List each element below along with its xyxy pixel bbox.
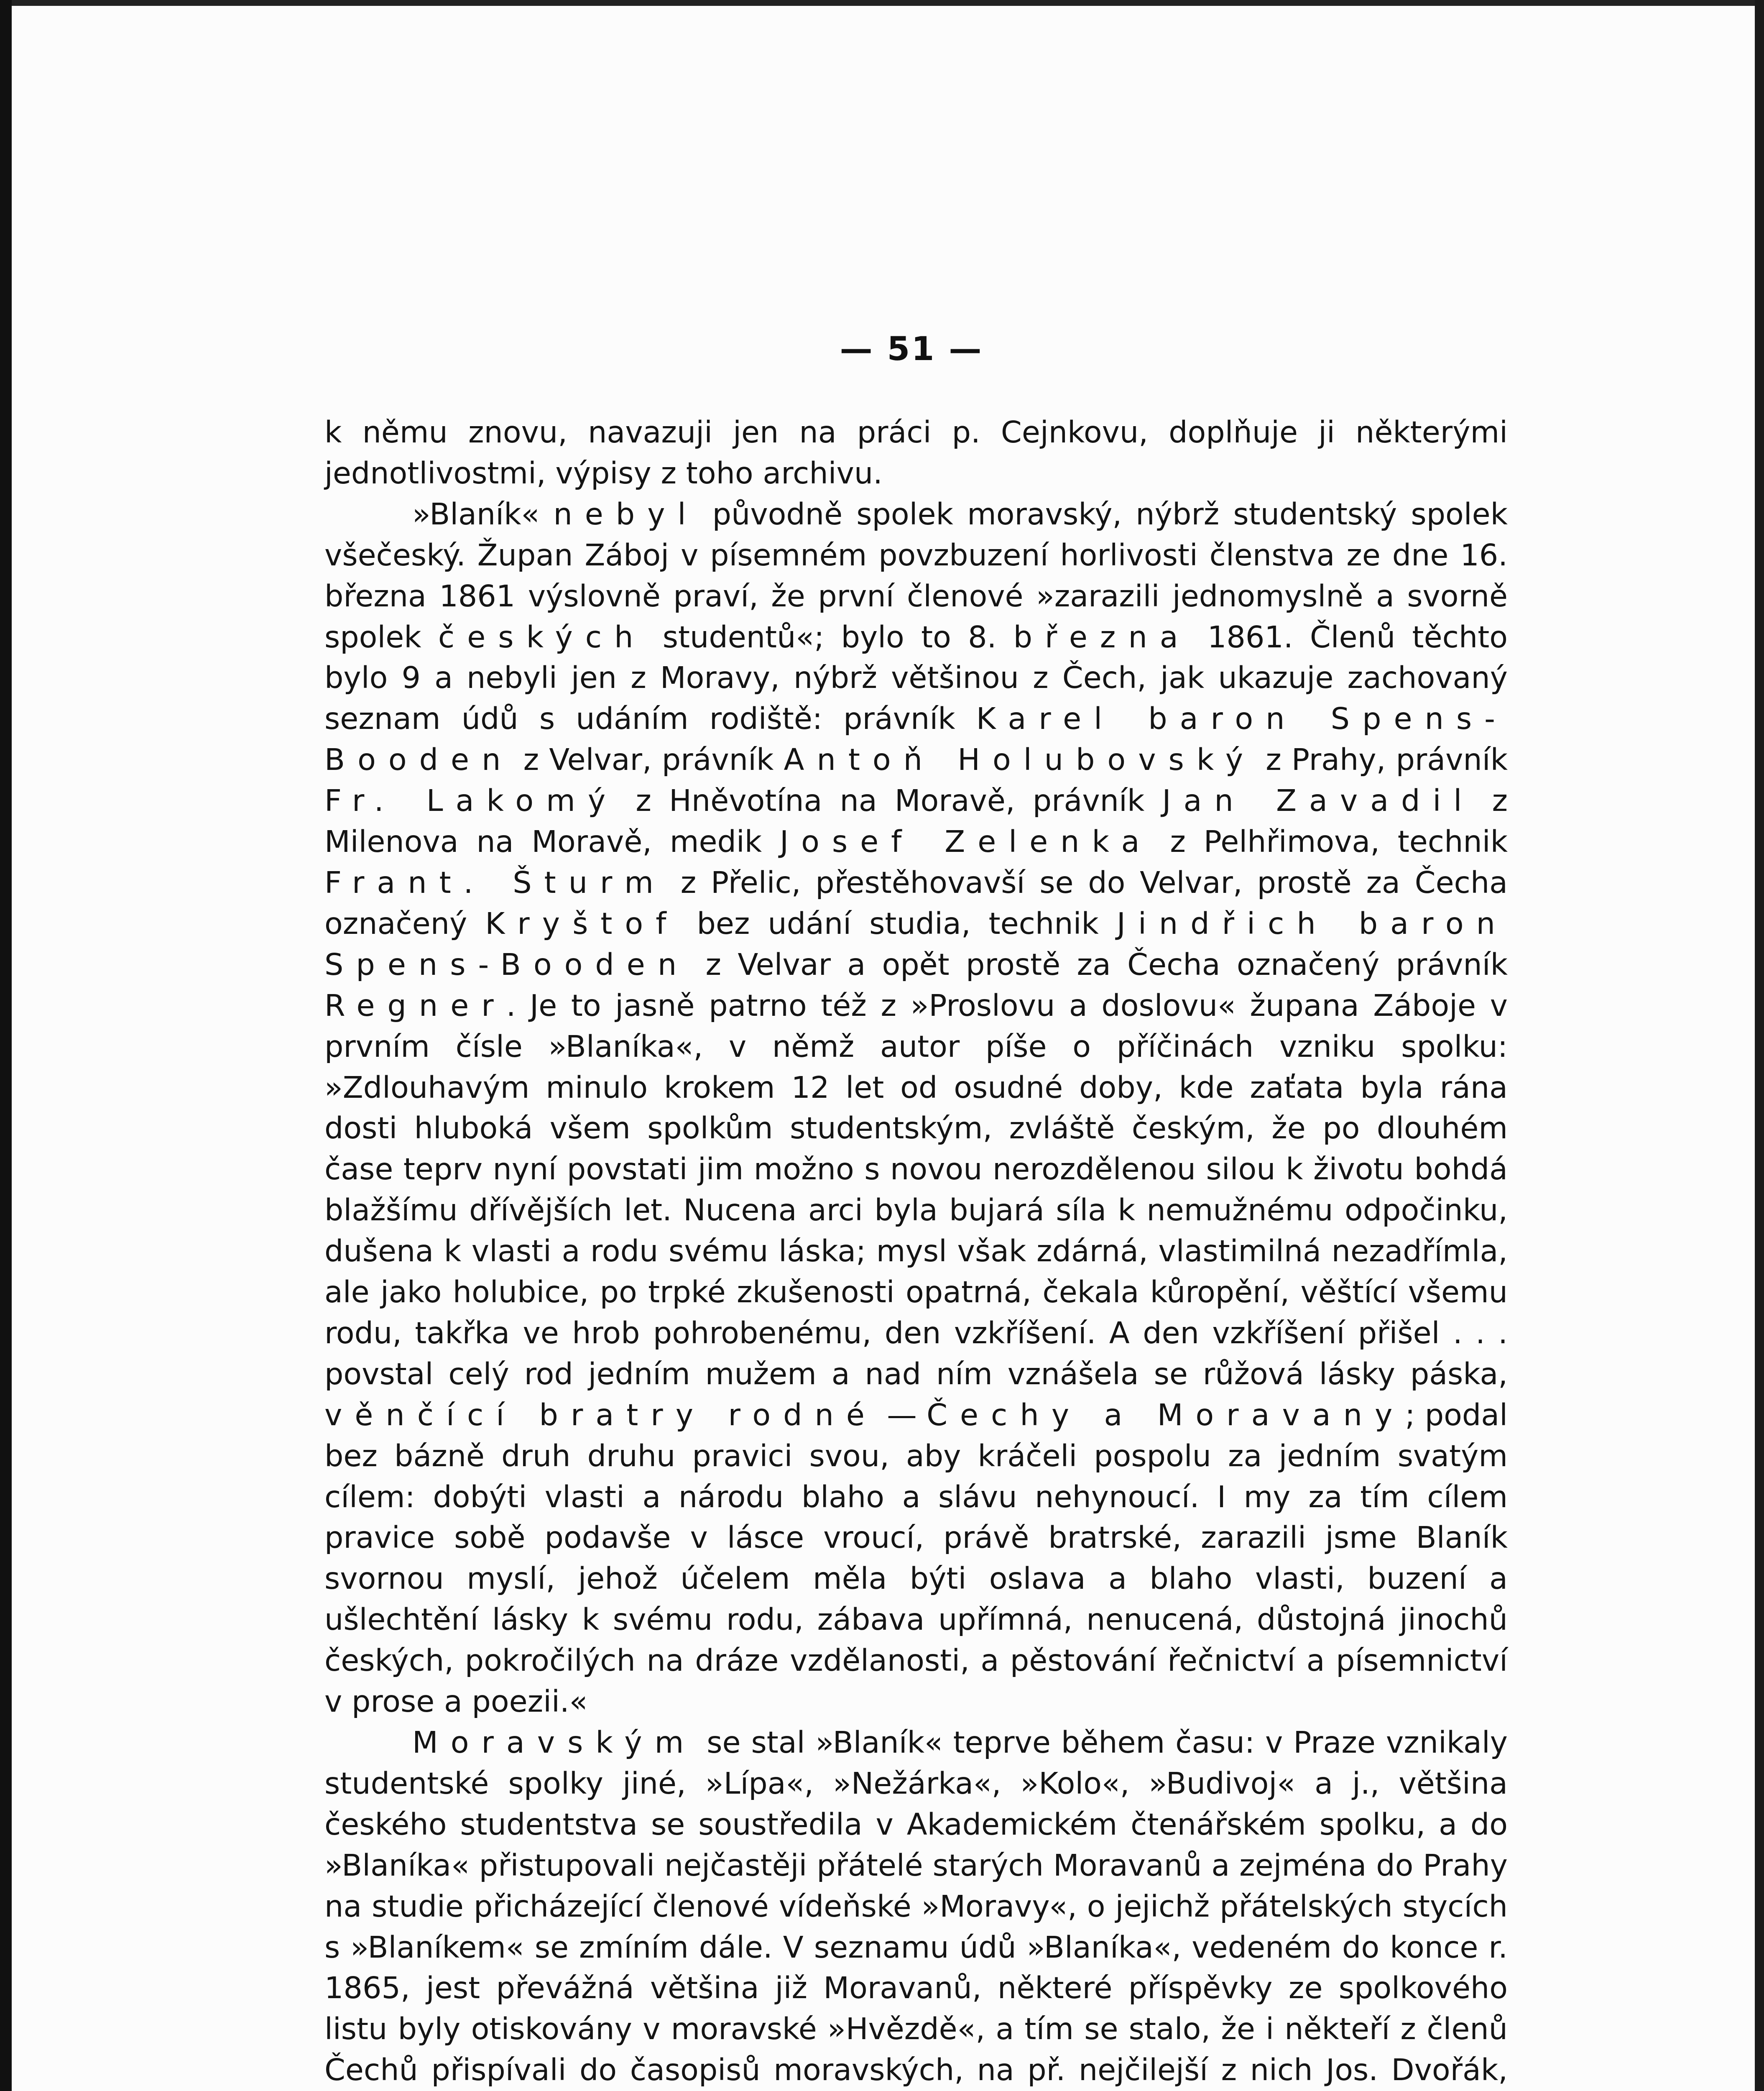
text-run: k němu znovu, navazuji jen na práci p. Cejnkovu, doplňuje ji některými jednotlivostmi, výpisy z toho archivu. xyxy=(324,415,1508,491)
emphasized-text: Fr. Lakomý xyxy=(324,783,618,818)
text-run: bez udání studia, technik xyxy=(679,906,1117,941)
text-run: ; podal bez bázně druh druhu pravici svou, aby kráčeli pospolu za jedním svatým cílem: dobýti vlasti a národu blaho a slávu nehynoucí. I my za tím cílem pravice sobě podavše v lásce vroucí, právě bratrské, zarazili jsme Blaník svornou myslí, jehož účelem měla býti oslava a blaho vlasti, buzení a ušlechtění lásky k svému rodu, zábava upřímná, nenucená, důstojná jinochů českých, pokročilých na dráze vzdělanosti, a pěstování řečnictví a písemnictví v prose a poezii.« xyxy=(324,1397,1508,1719)
emphasized-text: Karel baron Spens-Booden xyxy=(324,701,1508,777)
text-run: . Je to jasně patrno též z »Proslovu a doslovu« župana Záboje v prvním čísle »Blaníka«, v němž autor píše o příčinách vzniku spolku: »Zdlouhavým minulo krokem 12 let od osudné doby, kde zaťata byla rána dosti hluboká všem spolkům studentským, zvláště českým, že po dlouhém čase teprv nyní povstati jim možno s novou nerozdělenou silou k životu bohdá blažšímu dřívějších let. Nucena arci byla bujará síla k nemužnému odpočinku, dušena k vlasti a rodu svému láska; mysl však zdárná, vlastimilná nezadřímla, ale jako holubice, po trpké zkušenosti opatrná, čekala kůropění, věštící všemu rodu, takřka ve hrob pohrobenému, den vzkříšení. A den vzkříšení přišel . . . povstal celý rod jedním mužem a nad ním vznášela se růžová lásky páska, xyxy=(324,988,1508,1391)
emphasized-text: českých xyxy=(438,619,646,654)
text-run: z Velvar, právník xyxy=(513,742,784,777)
emphasized-text: Čechy a Moravany xyxy=(927,1397,1405,1432)
page-number: — 51 — xyxy=(840,330,983,368)
paragraph-p3 xyxy=(324,1722,1508,2091)
emphasized-text: Antoň Holubovský xyxy=(784,742,1256,777)
scan-border-left xyxy=(0,0,12,2091)
text-run: »Blaník« xyxy=(412,496,554,532)
emphasized-text: nebyl xyxy=(553,496,699,532)
emphasized-text: věnčící bratry rodné xyxy=(324,1397,877,1432)
scan-border-top xyxy=(0,0,1764,6)
text-run: z Pelhřimova, technik xyxy=(1152,824,1508,859)
emphasized-text: Josef Zelenka xyxy=(779,824,1152,859)
text-run: původně spolek moravský, nýbrž studentský spolek všečeský. Župan Záboj v písemném povzbuzení horlivosti členstva ze dne 16. března 1861 výslovně praví, že první členové »zarazili jednomyslně a svorně spolek xyxy=(324,496,1508,654)
emphasized-text: Moravským xyxy=(412,1725,697,1760)
emphasized-text: Frant. Šturm xyxy=(324,865,666,900)
text-run: z Prahy, právník xyxy=(1256,742,1508,777)
text-run: z Hněvotína na Moravě, právník xyxy=(618,783,1162,818)
text-run: 1861. Členů těchto bylo 9 a nebyli jen z Moravy, nýbrž většinou z Čech, jak ukazuje zachovaný seznam údů s udáním rodiště: právník xyxy=(324,619,1508,736)
text-run: z Velvar a opět prostě za Čecha označený právník xyxy=(689,947,1508,982)
text-run: se stal »Blaník« teprve během času: v Praze vznikaly studentské spolky jiné, »Lípa«, »Nežárka«, »Kolo«, »Budivoj« a j., většina českého studentstva se soustředila v Akademickém čtenářském spolku, a do »Blaníka« přistupovali nejčastěji přátelé starých Moravanů a zejména do Prahy na studie přicházející členové vídeňské »Moravy«, o jejichž přátelských stycích s »Blaníkem« se zmíním dále. V seznamu údů »Blaníka«, vedeném do konce r. 1865, jest převážná většina již Moravanů, některé příspěvky ze spolkového listu byly otiskovány v moravské »Hvězdě«, a tím se stalo, že i někteří z členů Čechů přispívali do časopisů moravských, na př. nejčilejší z nich Jos. Dvořák, xyxy=(324,1725,1508,2088)
text-run: z Milenova na Moravě, medik xyxy=(324,783,1508,859)
body-text xyxy=(324,412,1508,2091)
scan-border-right xyxy=(1755,0,1764,2091)
emphasized-text: Jan Zavadil xyxy=(1162,783,1475,818)
text-run: z Přelic, přestěhovavší se do Velvar, prostě za Čecha označený xyxy=(324,865,1508,941)
text-run: — xyxy=(877,1397,927,1432)
emphasized-text: Kryštof xyxy=(485,906,679,941)
paragraph-p2 xyxy=(324,494,1508,1722)
emphasized-text: Regner xyxy=(324,988,506,1023)
paragraph-p1 xyxy=(324,412,1508,494)
text-run: studentů«; bylo to 8. xyxy=(646,619,1013,654)
emphasized-text: března xyxy=(1013,619,1191,654)
emphasized-text: Jindřich baron Spens-Booden xyxy=(324,906,1508,982)
